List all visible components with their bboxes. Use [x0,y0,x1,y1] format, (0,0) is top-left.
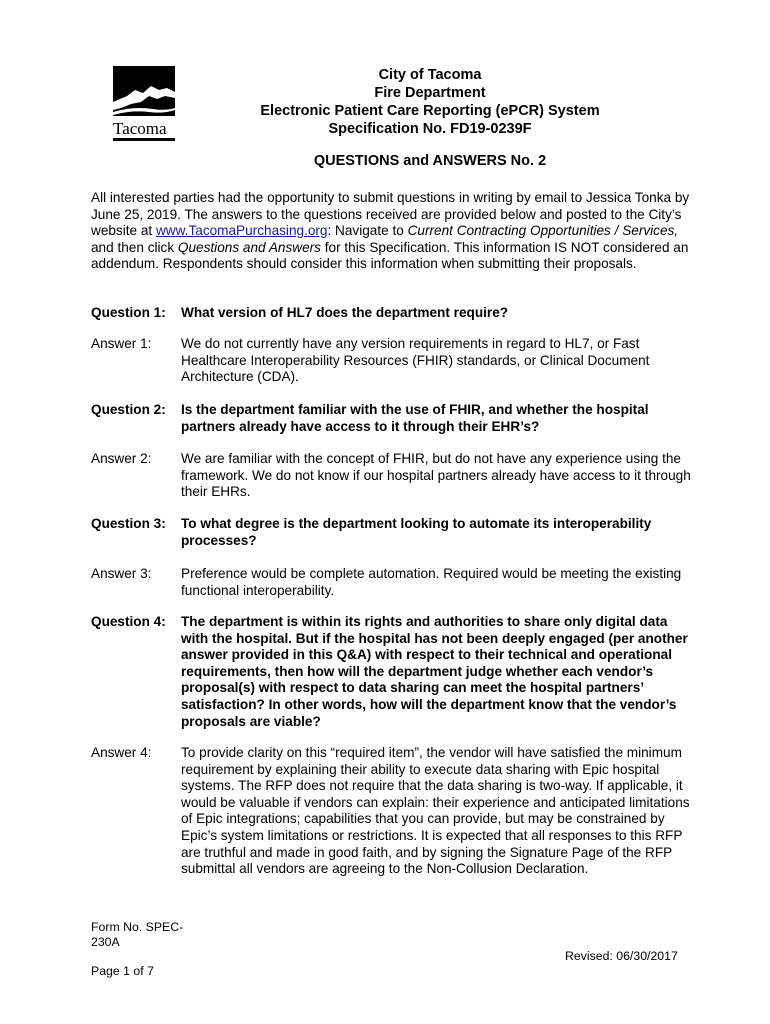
header-spec-number: Specification No. FD19-0239F [328,121,532,137]
answer-text: We do not currently have any version requirements in regard to HL7, or Fast Healthcare Interoperability Resources (FHIR) standards, or Clinical Document Architecture (CDA). [181,336,650,385]
answer-label: Answer 1: [91,336,152,351]
intro-text-3: and then click [91,239,178,255]
header-department: Fire Department [374,85,486,101]
question-label: Question 1: [91,305,166,320]
purchasing-website-link[interactable]: www.TacomaPurchasing.org [155,223,328,239]
question-2 [91,402,691,435]
question-label: Question 3: [91,516,166,531]
city-of-tacoma-logo [113,66,177,144]
answer-text: To provide clarity on this “required item”, the vendor will have satisfied the minimum requirement by explaining their ability to execute data sharing with Epic hospital systems. The RFP does not require that the data sharing is two-way. If applicable, it would be valuable if vendors can explain: their experience and anticipated limitations of Epic integrations; capabilities that you can provide, but may be constrained by Epic’s system limitations or restrictions. It is expected that all responses to this RFP are truthful and made in good faith, and by signing the Signature Page of the RFP submittal all vendors are agreeing to the Non-Collusion Declaration. [181,745,690,877]
answer-label: Answer 4: [91,745,152,760]
answer-4 [91,745,691,878]
question-text: The department is within its rights and authorities to share only digital data with the hospital. But if the hospital has not been deeply engaged (per another answer provided in this Q&A) with respect to their technical and operational requirements, then how will the department judge whether each vendor’s proposal(s) with respect to data sharing can meet the hospital partners’ satisfaction? In other words, how will the department know that the vendor’s proposals are viable? [181,614,688,729]
answer-label: Answer 2: [91,451,152,466]
document-header [200,66,660,138]
intro-paragraph [91,190,691,273]
revised-date: Revised: 06/30/2017 [565,949,678,963]
form-number [91,920,183,950]
question-4 [91,614,691,730]
form-number-line-2: 230A [91,935,120,949]
question-label: Question 2: [91,402,166,417]
intro-italic-2: Questions and Answers [177,239,321,255]
header-city: City of Tacoma [378,67,482,83]
form-number-line-1: Form No. SPEC- [91,920,184,934]
question-1 [91,305,691,322]
answer-2 [91,451,691,501]
intro-italic-1: Current Contracting Opportunities / Services, [407,223,679,239]
answer-1 [91,336,691,386]
mountain-logo-icon [113,66,177,144]
answer-text: We are familiar with the concept of FHIR, but do not have any experience using the framework. We do not know if our hospital partners already have access to it through their EHRs. [181,451,691,500]
answer-3 [91,566,691,599]
question-text: Is the department familiar with the use of FHIR, and whether the hospital partners already have access to it through their EHR’s? [181,402,649,434]
question-text: What version of HL7 does the department require? [181,305,509,320]
intro-text-2: : Navigate to [327,223,408,239]
logo-text: Tacoma [113,119,167,138]
qa-title: QUESTIONS and ANSWERS No. 2 [313,153,547,169]
answer-text: Preference would be complete automation. Required would be meeting the existing functional interoperability. [181,566,682,598]
answer-label: Answer 3: [91,566,152,581]
question-3 [91,516,691,549]
header-system: Electronic Patient Care Reporting (ePCR) System [260,103,600,119]
question-label: Question 4: [91,614,166,629]
intro-text-1: All interested parties had the opportunity to submit questions in writing by email to Jessica Tonka by June 25, 2019. The answers to the questions received are provided below and posted to the City’s website at [91,190,690,239]
question-text: To what degree is the department looking to automate its interoperability processes? [181,516,652,548]
intro-text-4: for this Specification. This information IS NOT considered an addendum. Respondents should consider this information when submitting their proposals. [91,239,689,272]
page-number: Page 1 of 7 [91,964,154,978]
